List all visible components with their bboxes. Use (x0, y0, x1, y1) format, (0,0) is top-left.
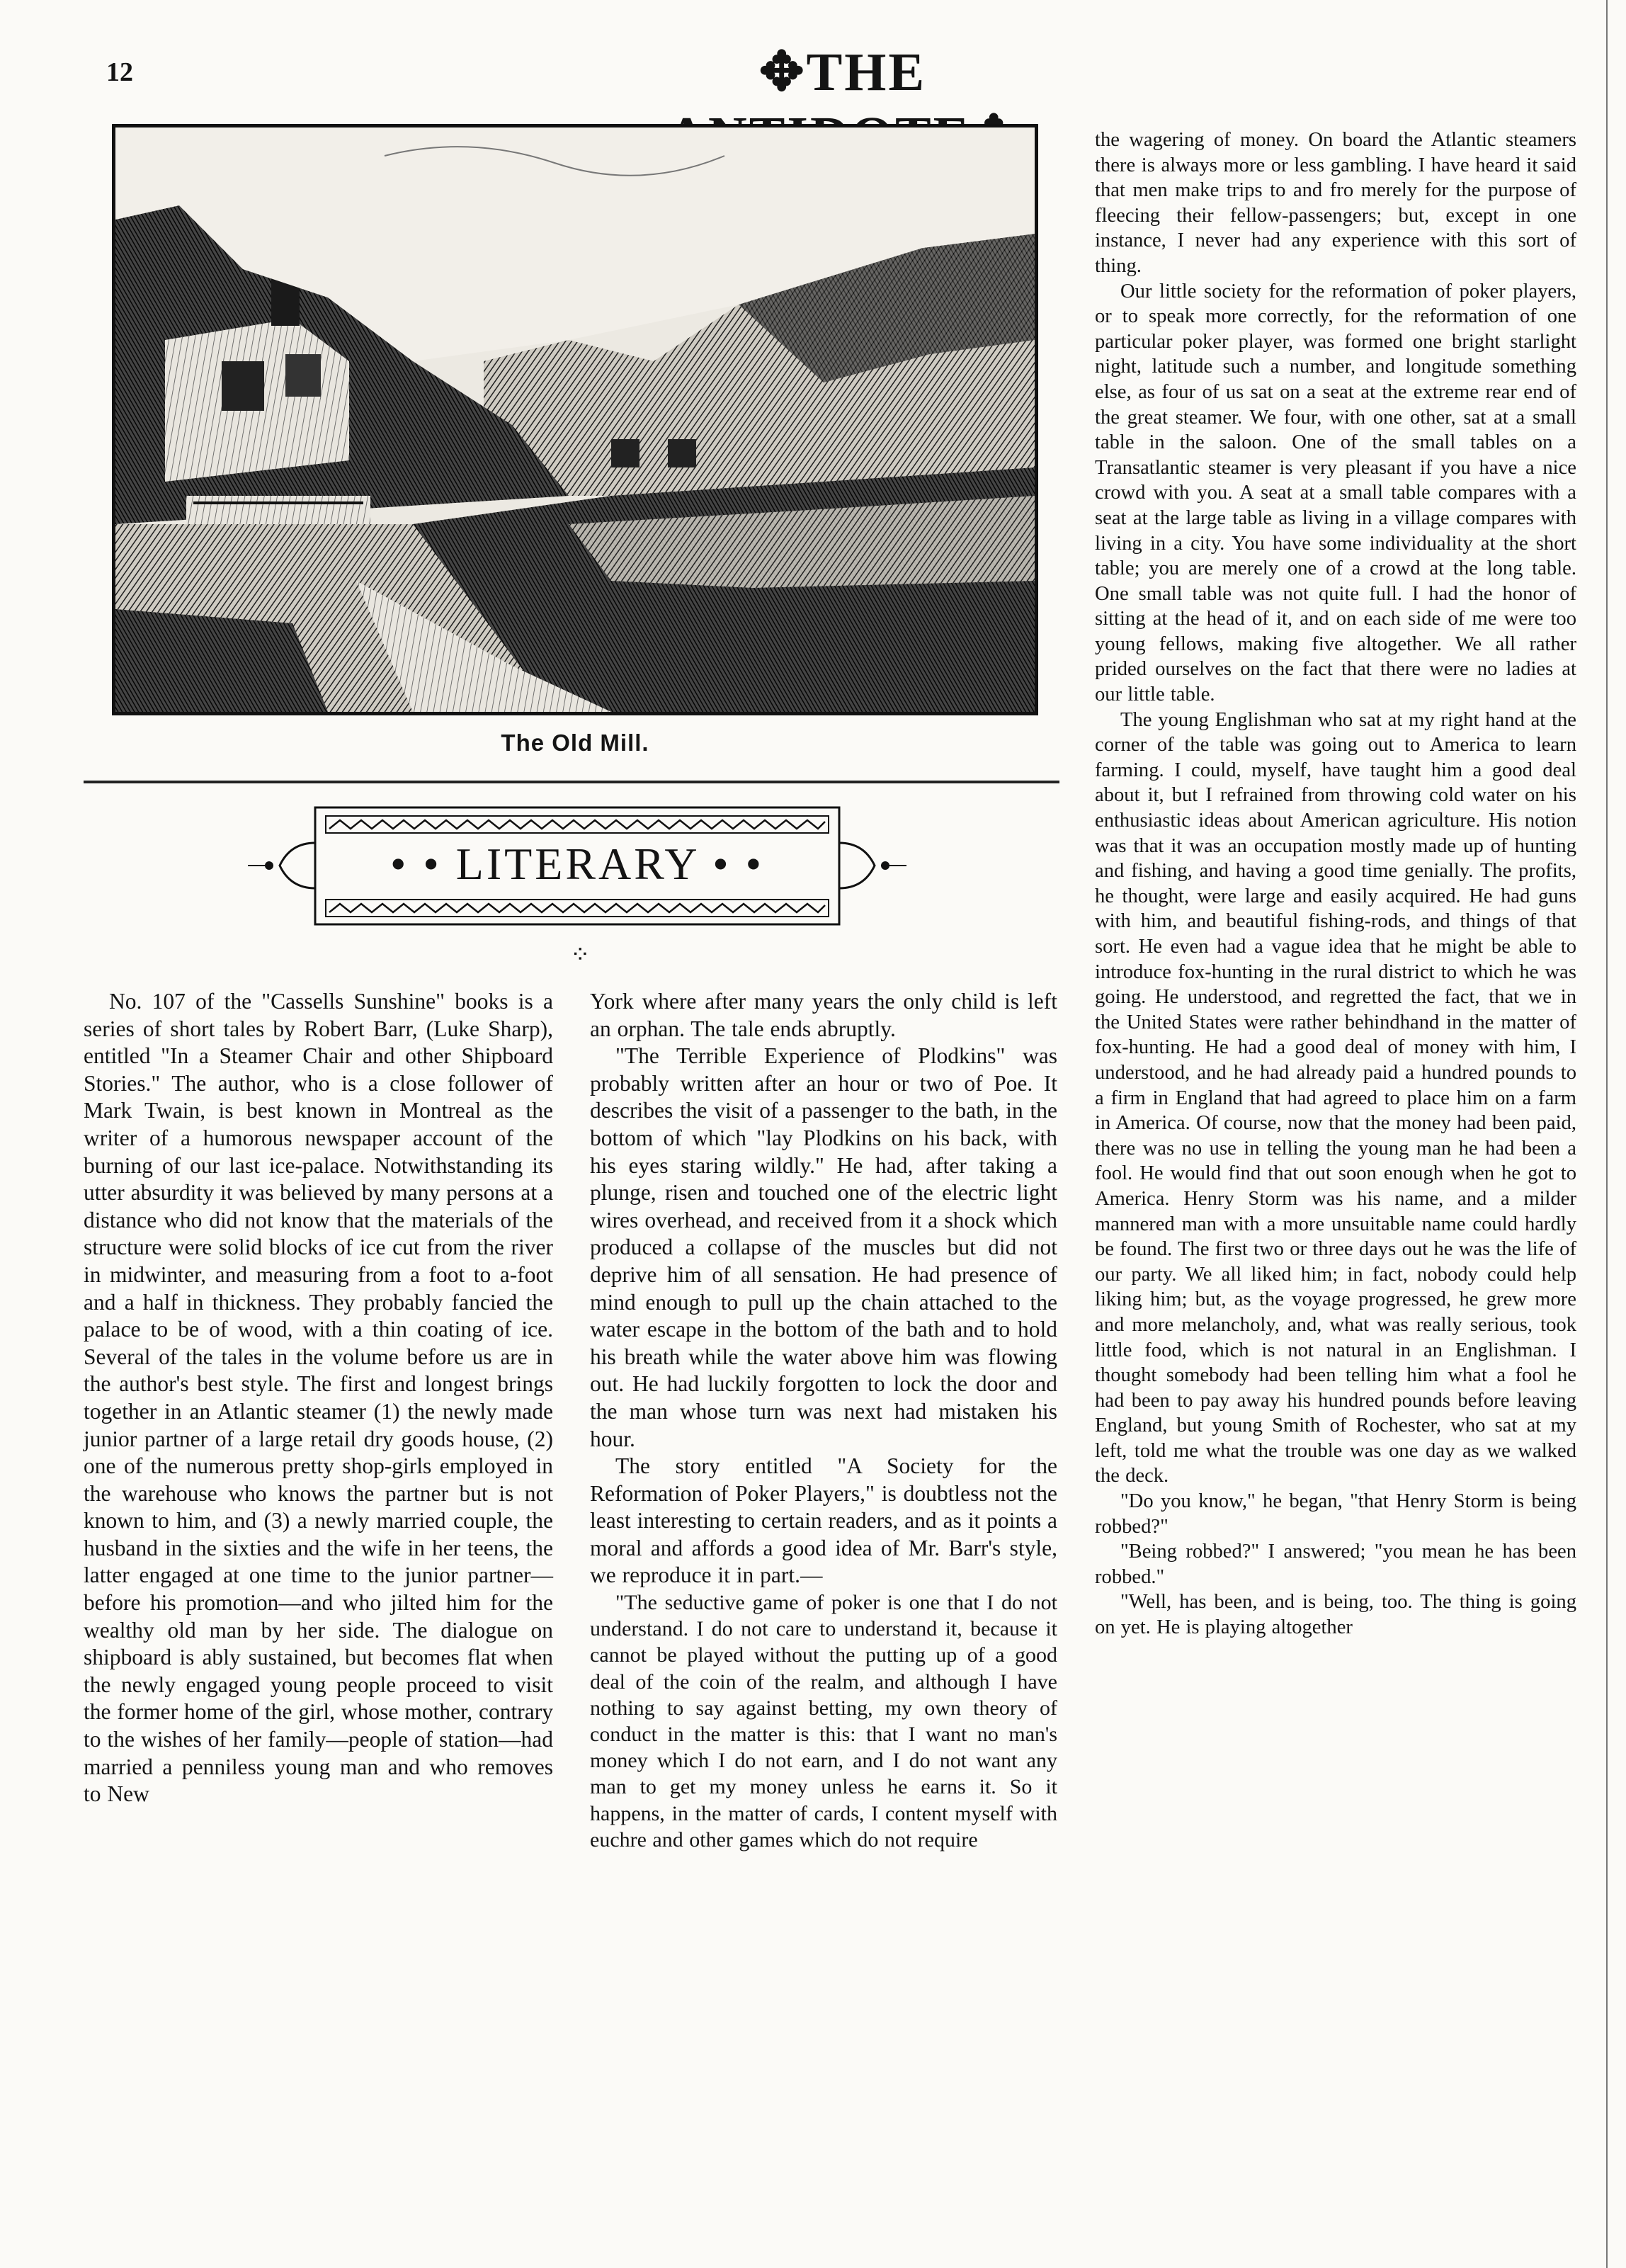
page-number: 12 (106, 57, 133, 87)
literary-section-title: • • LITERARY • • (390, 839, 765, 889)
page-edge-line (1606, 0, 1608, 2268)
ornament-icon: ⁘ (570, 942, 591, 968)
old-mill-engraving (112, 124, 1038, 715)
dialogue-line-1: "Do you know," he began, "that Henry Storm is being robbed?" (1095, 1490, 1576, 1538)
quoted-excerpt-paragraph: "The seductive game of poker is one that I do not understand. I do not care to understand it, because it cannot be played without the putting up of a good deal of the coin of the realm, and although I have nothing to say against betting, my own theory of conduct in the matter is this: that I want no man's money which I do not earn, and I do not want any man to get my money unless he earns it. So it happens, in the matter of cards, I content myself with euchre and other games which do not require (590, 1591, 1057, 1852)
middle-text-column (590, 988, 1057, 1853)
review-paragraph-continued: York where after many years the only child is left an orphan. The tale ends abruptly. (590, 989, 1057, 1041)
excerpt-paragraph-1: the wagering of money. On board the Atlantic steamers there is always more or less gambling. I have heard it said that men make trips to and fro merely for the purpose of fleecing their fellow-passengers; but, except in one instance, I never had any experience with this sort of thing. (1095, 129, 1576, 277)
dialogue-line-2: "Being robbed?" I answered; "you mean he has been robbed." (1095, 1541, 1576, 1588)
section-divider (84, 781, 1059, 783)
excerpt-paragraph-2: Our little society for the reformation of poker players, or to speak more correctly, for the reformation of one particular poker player, was formed one bright starlight night, latitude such a number, and longitude something else, as four of us sat on a seat at the extreme rear end of the great steamer. We four, with one other, sat at a small table in the saloon. One of the small tables on a Transatlantic steamer is very pleasant if you have a nice crowd with you. A seat at a small table compares with a seat at the large table as living in a village compares with living in a city. You have some individuality at the short table; you are merely one of a crowd at the long table. One small table was not quite full. I had the honor of sitting at the head of it, and on each side of me were too young fellows, making five altogether. We all rather prided ourselves on the fact that there were no ladies at our little table. (1095, 280, 1576, 706)
right-text-column (1095, 127, 1576, 1640)
review-paragraph: No. 107 of the "Cassells Sunshine" books is a series of short tales by Robert Barr, (Luke Sharp), entitled "In a Steamer Chair and other Shipboard Stories." The author, who is a close follower of Mark Twain, is best known in Montreal as the writer of a humorous newspaper account of the burning of our last ice-palace. Notwithstanding its utter absurdity it was believed by many persons at a distance who did not know that the materials of the structure were solid blocks of ice cut from the river in midwinter, and measuring from a foot to a-foot and a half in thickness. They probably fancied the palace to be of wood, with a thin coating of ice. Several of the tales in the volume before us are in the author's best style. The first and longest brings together in an Atlantic steamer (1) the newly made junior partner of a large retail dry goods house, (2) one of the numerous pretty shop-girls employed in the warehouse who knows the partner but is not known to him, and (3) a newly married couple, the husband in the sixties and the wife in her teens, the latter engaged at one time to the junior partner—before his promotion—and who jilted him for the wealthy old man by her side. The dialogue on shipboard is ably sustained, but becomes flat when the newly engaged young people proceed to visit the former home of the girl, whose mother, contrary to the wishes of her family—people of station—had married a penniless young man and who removes to New (84, 989, 553, 1807)
excerpt-paragraph-3: The young Englishman who sat at my right hand at the corner of the table was going out to America to learn farming. I could, myself, have taught him a good deal about it, but I refrained from throwing cold water on his enthusiastic ideas about American agriculture. His notion was that it was an occupation mostly made up of hunting and fishing, and having a good time genially. The profits, he thought, were large and easily acquired. He had guns with him, and beautiful fishing-rods, and things of that sort. He even had a vague idea that he might be able to introduce fox-hunting in the rural district to which he was going. He understood, and regretted the fact, that we in the United States were rather behindhand in the matter of fox-hunting. He had a good deal of money with him, I understood, and he had already paid a hundred pounds to a firm in England that had agreed to place him on a farm in America. Of course, now that the money had been paid, there was no use in telling the young man he had been a fool. He would find that out soon enough when he got to America. Henry Storm was his name, and a milder mannered man with a more unsuitable name could hardly be found. The first two or three days out he was the life of our party. We all liked him; in fact, nobody could help liking him; but, as the voyage progressed, he grew more and more melancholy, and, what was really serious, took little food, which is not natural in an Englishman. I thought somebody had been telling him what a fool he had been to pay away his hundred pounds before leaving England, but young Smith of Rochester, who sat at my left, told me what the trouble was one day as we walked the deck. (1095, 708, 1576, 1487)
poker-society-paragraph: The story entitled "A Society for the Reformation of Poker Players," is doubtless not the least interesting to certain readers, and as it points a moral and affords a good idea of Mr. Barr's style, we reproduce it in part.— (590, 1453, 1057, 1588)
illustration-caption: The Old Mill. (501, 730, 649, 756)
left-text-column (84, 988, 553, 1808)
plodkins-paragraph: "The Terrible Experience of Plodkins" was probably written after an hour or two of Poe. It describes the visit of a passenger to the bath, in the bottom of which "lay Plodkins on his back, with his eyes staring wildly." He had, after taking a plunge, risen and touched one of the electric light wires overhead, and received from it a shock which produced a collapse of the muscles but did not deprive him of all sensation. He had presence of mind enough to pull up the chain attached to the water escape in the bottom of the bath and to hold his breath while the water above him was flowing out. He had luckily forgotten to lock the door and the man whose turn was next had mistaken his hour. (590, 1043, 1057, 1451)
engraving-drawing (115, 127, 1035, 712)
masthead-title: ✥THE (758, 42, 927, 102)
literary-section-banner (248, 800, 906, 931)
dialogue-line-3: "Well, has been, and is being, too. The thing is going on yet. He is playing altogether (1095, 1591, 1576, 1639)
